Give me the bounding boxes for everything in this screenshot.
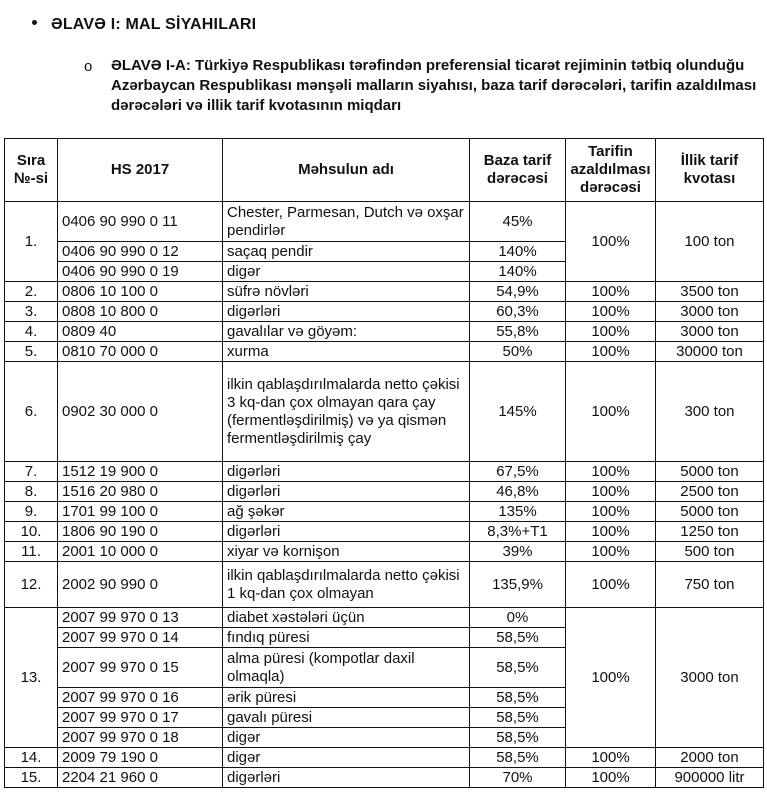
annual-quota: 2000 ton	[656, 748, 764, 768]
hs-code: 2007 99 970 0 17	[58, 708, 223, 728]
table-row	[5, 362, 764, 462]
table-row	[5, 542, 764, 562]
hs-code: 1512 19 900 0	[58, 462, 223, 482]
reduction-rate: 100%	[566, 322, 656, 342]
base-rate: 58,5%	[470, 708, 566, 728]
header-hs: HS 2017	[58, 139, 223, 202]
row-number: 4.	[5, 322, 58, 342]
hs-code: 0806 10 100 0	[58, 282, 223, 302]
row-number: 2.	[5, 282, 58, 302]
product-name: saçaq pendir	[223, 242, 470, 262]
base-rate: 58,5%	[470, 688, 566, 708]
header-reduction: Tarifin azaldılması dərəcəsi	[566, 139, 656, 202]
product-name: gavalılar və göyəm:	[223, 322, 470, 342]
product-name: gavalı püresi	[223, 708, 470, 728]
row-number: 6.	[5, 362, 58, 462]
product-name: digərləri	[223, 768, 470, 788]
table-row	[5, 302, 764, 322]
hs-code: 2204 21 960 0	[58, 768, 223, 788]
row-number: 11.	[5, 542, 58, 562]
hs-code: 2007 99 970 0 18	[58, 728, 223, 748]
table-header-row	[5, 139, 764, 202]
hs-code: 2007 99 970 0 13	[58, 608, 223, 628]
annual-quota: 300 ton	[656, 362, 764, 462]
subheading-text: ƏLAVƏ I-A: Türkiyə Respublikası tərəfindən preferensial ticarət rejiminin tətbiq olunduğu Azərbaycan Respublikası mənşəli malların siyahısı, baza tarif dərəcələri, tarifin azaldılması dərəcələri və illik tarif kvotasının miqdarı	[111, 57, 757, 114]
product-name: süfrə növləri	[223, 282, 470, 302]
base-rate: 8,3%+T1	[470, 522, 566, 542]
product-name: xurma	[223, 342, 470, 362]
row-number: 3.	[5, 302, 58, 322]
base-rate: 58,5%	[470, 648, 566, 688]
appendix-title: ƏLAVƏ I: MAL SİYAHILARI	[51, 16, 257, 33]
product-name: digərləri	[223, 522, 470, 542]
reduction-rate: 100%	[566, 202, 656, 282]
hs-code: 0406 90 990 0 12	[58, 242, 223, 262]
hs-code: 2007 99 970 0 14	[58, 628, 223, 648]
product-name: alma püresi (kompotlar daxil olmaqla)	[223, 648, 470, 688]
base-rate: 39%	[470, 542, 566, 562]
table-row	[5, 562, 764, 608]
product-name: digər	[223, 262, 470, 282]
row-number: 1.	[5, 202, 58, 282]
row-number: 5.	[5, 342, 58, 362]
product-name: digərləri	[223, 482, 470, 502]
annual-quota: 3000 ton	[656, 608, 764, 748]
annual-quota: 500 ton	[656, 542, 764, 562]
reduction-rate: 100%	[566, 362, 656, 462]
annual-quota: 3000 ton	[656, 322, 764, 342]
reduction-rate: 100%	[566, 462, 656, 482]
table-row	[5, 462, 764, 482]
header-num: Sıra №-si	[5, 139, 58, 202]
product-name: ərik püresi	[223, 688, 470, 708]
row-number: 10.	[5, 522, 58, 542]
product-name: ilkin qablaşdırılmalarda netto çəkisi 1 kq-dan çox olmayan	[223, 562, 470, 608]
hs-code: 0406 90 990 0 11	[58, 202, 223, 242]
reduction-rate: 100%	[566, 282, 656, 302]
product-name: fındıq püresi	[223, 628, 470, 648]
base-rate: 54,9%	[470, 282, 566, 302]
reduction-rate: 100%	[566, 562, 656, 608]
table-row	[5, 522, 764, 542]
base-rate: 135%	[470, 502, 566, 522]
annual-quota: 100 ton	[656, 202, 764, 282]
product-name: Chester, Parmesan, Dutch və oxşar pendirlər	[223, 202, 470, 242]
hs-code: 2002 90 990 0	[58, 562, 223, 608]
appendix-heading	[32, 16, 256, 34]
goods-table	[4, 138, 764, 788]
hs-code: 2009 79 190 0	[58, 748, 223, 768]
table-row	[5, 502, 764, 522]
header-name: Məhsulun adı	[223, 139, 470, 202]
base-rate: 0%	[470, 608, 566, 628]
header-quota: İllik tarif kvotası	[656, 139, 764, 202]
annual-quota: 5000 ton	[656, 502, 764, 522]
base-rate: 58,5%	[470, 628, 566, 648]
hs-code: 1806 90 190 0	[58, 522, 223, 542]
row-number: 8.	[5, 482, 58, 502]
annual-quota: 3000 ton	[656, 302, 764, 322]
reduction-rate: 100%	[566, 482, 656, 502]
reduction-rate: 100%	[566, 768, 656, 788]
hs-code: 0809 40	[58, 322, 223, 342]
hs-code: 0810 70 000 0	[58, 342, 223, 362]
row-number: 13.	[5, 608, 58, 748]
base-rate: 135,9%	[470, 562, 566, 608]
base-rate: 70%	[470, 768, 566, 788]
reduction-rate: 100%	[566, 608, 656, 748]
row-number: 7.	[5, 462, 58, 482]
reduction-rate: 100%	[566, 542, 656, 562]
base-rate: 140%	[470, 262, 566, 282]
appendix-subheading	[84, 56, 764, 116]
bullet-icon	[32, 20, 37, 25]
header-base: Baza tarif dərəcəsi	[470, 139, 566, 202]
hs-code: 0406 90 990 0 19	[58, 262, 223, 282]
product-name: xiyar və kornişon	[223, 542, 470, 562]
table-row	[5, 322, 764, 342]
base-rate: 50%	[470, 342, 566, 362]
hs-code: 2007 99 970 0 15	[58, 648, 223, 688]
annual-quota: 1250 ton	[656, 522, 764, 542]
annual-quota: 750 ton	[656, 562, 764, 608]
hs-code: 1701 99 100 0	[58, 502, 223, 522]
reduction-rate: 100%	[566, 342, 656, 362]
base-rate: 58,5%	[470, 728, 566, 748]
hs-code: 2007 99 970 0 16	[58, 688, 223, 708]
table-row	[5, 482, 764, 502]
table-row	[5, 202, 764, 242]
product-name: digərləri	[223, 302, 470, 322]
base-rate: 140%	[470, 242, 566, 262]
row-number: 14.	[5, 748, 58, 768]
base-rate: 67,5%	[470, 462, 566, 482]
product-name: digər	[223, 728, 470, 748]
hs-code: 1516 20 980 0	[58, 482, 223, 502]
row-number: 15.	[5, 768, 58, 788]
product-name: diabet xəstələri üçün	[223, 608, 470, 628]
annual-quota: 900000 litr	[656, 768, 764, 788]
reduction-rate: 100%	[566, 302, 656, 322]
base-rate: 45%	[470, 202, 566, 242]
annual-quota: 5000 ton	[656, 462, 764, 482]
table-row	[5, 608, 764, 628]
hs-code: 0808 10 800 0	[58, 302, 223, 322]
base-rate: 58,5%	[470, 748, 566, 768]
base-rate: 60,3%	[470, 302, 566, 322]
product-name: ilkin qablaşdırılmalarda netto çəkisi 3 kq-dan çox olmayan qara çay (fermentləşdirilmiş) və ya qismən fermentləşdirilmiş çay	[223, 362, 470, 462]
annual-quota: 3500 ton	[656, 282, 764, 302]
table-row	[5, 748, 764, 768]
annual-quota: 2500 ton	[656, 482, 764, 502]
table-row	[5, 768, 764, 788]
table-row	[5, 342, 764, 362]
reduction-rate: 100%	[566, 522, 656, 542]
hs-code: 0902 30 000 0	[58, 362, 223, 462]
circle-bullet-icon: o	[84, 58, 93, 75]
base-rate: 145%	[470, 362, 566, 462]
table-row	[5, 282, 764, 302]
row-number: 12.	[5, 562, 58, 608]
annual-quota: 30000 ton	[656, 342, 764, 362]
row-number: 9.	[5, 502, 58, 522]
hs-code: 2001 10 000 0	[58, 542, 223, 562]
base-rate: 55,8%	[470, 322, 566, 342]
product-name: digərləri	[223, 462, 470, 482]
reduction-rate: 100%	[566, 748, 656, 768]
base-rate: 46,8%	[470, 482, 566, 502]
reduction-rate: 100%	[566, 502, 656, 522]
product-name: ağ şəkər	[223, 502, 470, 522]
product-name: digər	[223, 748, 470, 768]
